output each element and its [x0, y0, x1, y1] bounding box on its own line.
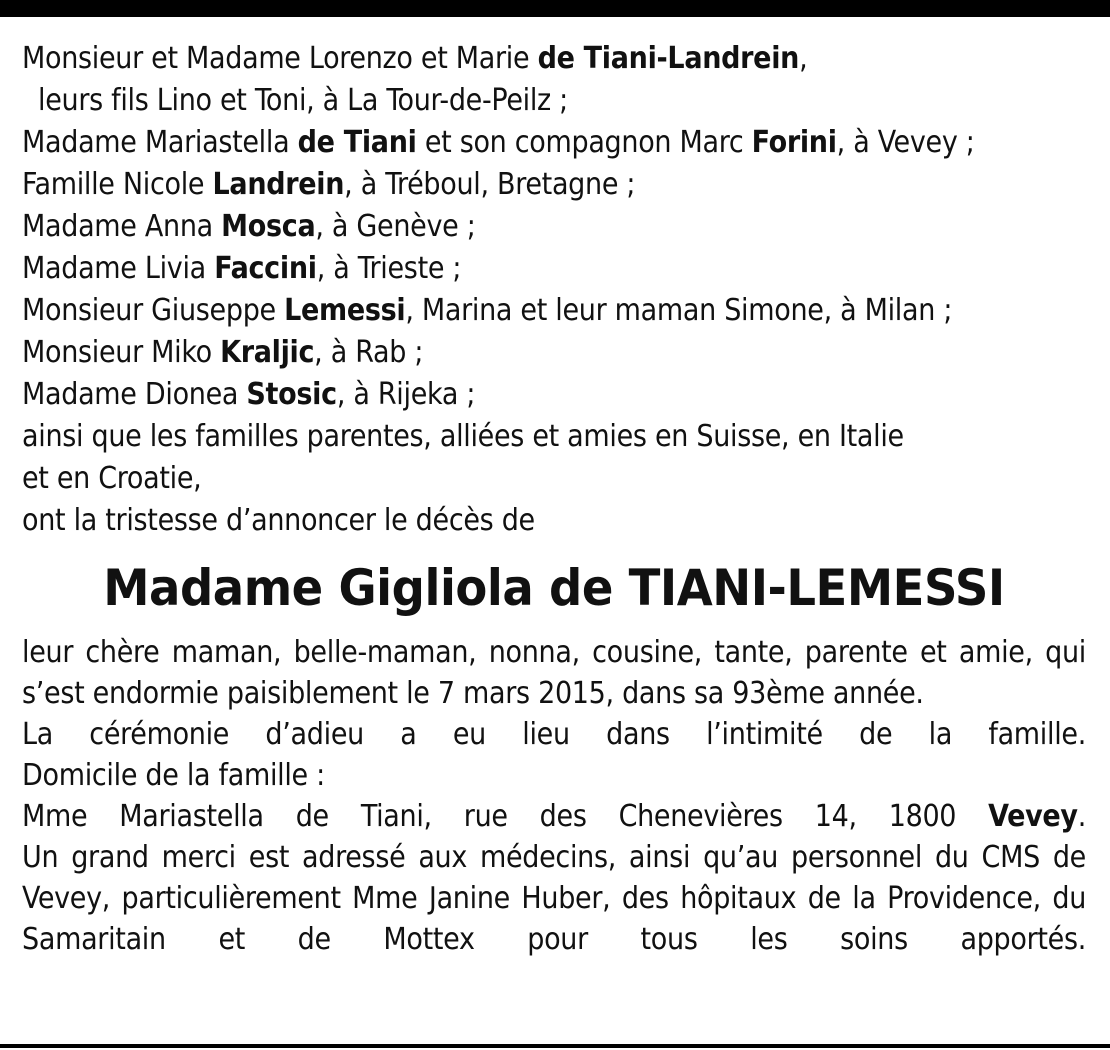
domicile-label: Domicile de la famille : [22, 758, 325, 793]
family-line: Monsieur Giuseppe Lemessi, Marina et leur maman Simone, à Milan ; [22, 293, 953, 328]
body-paragraph: leur chère maman, belle-maman, nonna, cousine, tante, parente et amie, qui s’est endormie paisiblement le 7 mars 2015, dans sa 93ème année. [22, 635, 1086, 711]
bottom-border-rule [0, 1044, 1110, 1048]
family-surname: de Tiani-Landrein [537, 41, 800, 76]
family-line: Monsieur Miko Kraljic, à Rab ; [22, 335, 424, 370]
family-surname: Landrein [212, 167, 345, 202]
top-border-bar [0, 0, 1110, 17]
family-line: et en Croatie, [22, 461, 202, 496]
domicile-address: Mme Mariastella de Tiani, rue des Chenevières 14, 1800 Vevey. [22, 799, 1086, 834]
family-line: Madame Anna Mosca, à Genève ; [22, 209, 476, 244]
family-surname: Kraljic [220, 335, 315, 370]
family-line: Madame Mariastella de Tiani et son compagnon Marc Forini, à Vevey ; [22, 125, 975, 160]
thanks-paragraph: Un grand merci est adressé aux médecins, ainsi qu’au personnel du CMS de Vevey, particulièrement Mme Janine Huber, des hôpitaux de la Providence, du Samaritain et de Mottex pour tous les soins apportés. [22, 840, 1086, 957]
announcement-line: ont la tristesse d’annoncer le décès de [22, 503, 535, 538]
family-line: ainsi que les familles parentes, alliées et amies en Suisse, en Italie [22, 419, 904, 454]
ceremony-paragraph: La cérémonie d’adieu a eu lieu dans l’intimité de la famille. [22, 717, 1086, 752]
family-surname: Forini [751, 125, 837, 160]
family-line: Famille Nicole Landrein, à Tréboul, Bretagne ; [22, 167, 636, 202]
family-surname: Stosic [246, 377, 337, 412]
deceased-name-heading: Madame Gigliola de TIANI-LEMESSI [103, 559, 1005, 617]
death-notice [22, 38, 1086, 960]
family-line: Madame Livia Faccini, à Trieste ; [22, 251, 462, 286]
family-line: Monsieur et Madame Lorenzo et Marie de Tiani-Landrein, [22, 41, 808, 76]
family-line: Madame Dionea Stosic, à Rijeka ; [22, 377, 476, 412]
family-surname: de Tiani [297, 125, 417, 160]
family-line: leurs fils Lino et Toni, à La Tour-de-Peilz ; [38, 83, 568, 118]
family-surname: Faccini [214, 251, 317, 286]
family-surname: Mosca [221, 209, 316, 244]
family-surname: Lemessi [284, 293, 406, 328]
